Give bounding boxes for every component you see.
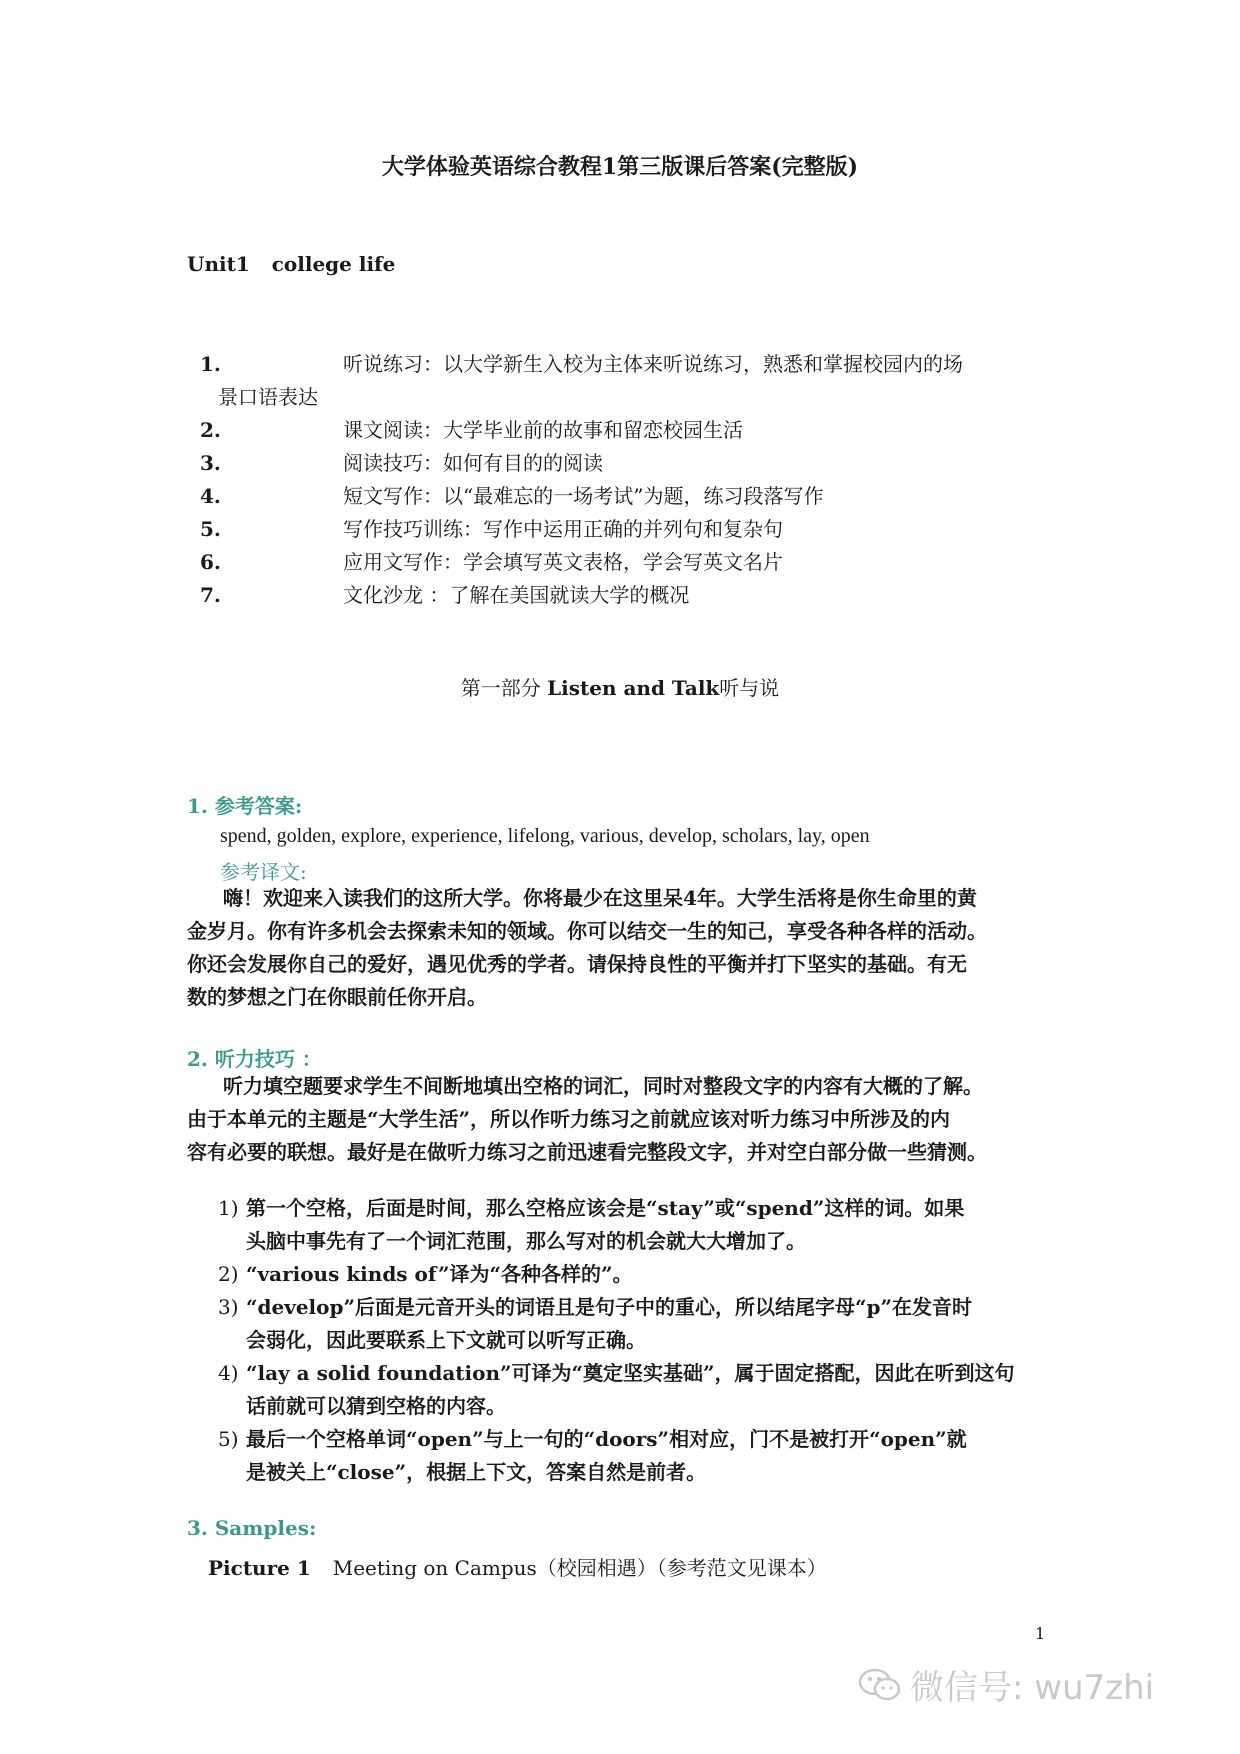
objectives-list	[200, 348, 1060, 612]
listening-intro: 听力填空题要求学生不间断地填出空格的词汇，同时对整段文字的内容有大概的了解。 由于本单元的主题是“大学生活”，所以作听力练习之前就应该对听力练习中所涉及的内 容有必要的联想。最好是在做听力练习之前迅速看完整段文字，并对空白部分做一些猜测。	[187, 1074, 987, 1164]
answer-list: spend, golden, explore, experience, lifelong, various, develop, scholars, lay, open	[220, 825, 870, 847]
section3-heading: 3. Samples:	[187, 1516, 317, 1540]
picture-caption: Picture 1 Meeting on Campus（校园相遇）（参考范文见课本）	[208, 1556, 827, 1580]
wechat-icon	[858, 1667, 902, 1703]
list-item: 1. 听说练习：以大学新生入校为主体来听说练习，熟悉和掌握校园内的场	[200, 352, 963, 376]
list-item: 3. 阅读技巧：如何有目的的阅读	[200, 451, 603, 475]
list-item: 6. 应用文写作：学会填写英文表格，学会写英文名片	[200, 550, 783, 574]
translation-paragraph: 嗨！欢迎来入读我们的这所大学。你将最少在这里呆4年。大学生活将是你生命里的黄 金岁月。你有许多机会去探索未知的领域。你可以结交一生的知己，享受各种各样的活动。 你还会发展你自己的爱好，遇见优秀的学者。请保持良性的平衡并打下坚实的基础。有无 数的梦想之门在你眼前任你开启。	[187, 886, 987, 1009]
list-item: 4. 短文写作：以“最难忘的一场考试”为题，练习段落写作	[200, 484, 824, 508]
list-item: 2. 课文阅读：大学毕业前的故事和留恋校园生活	[200, 418, 743, 442]
list-item: 3) “develop”后面是元音开头的词语且是句子中的重心，所以结尾字母“p”在发音时 会弱化，因此要联系上下文就可以听写正确。	[218, 1295, 972, 1352]
list-item-continuation: 景口语表达	[218, 385, 318, 409]
section2-heading: 2. 听力技巧 ：	[187, 1047, 322, 1071]
unit-number: Unit1	[187, 252, 250, 276]
listening-tips	[218, 1192, 1058, 1489]
page-number: 1	[1035, 1624, 1046, 1643]
page-title: 大学体验英语综合教程1第三版课后答案(完整版)	[381, 154, 859, 180]
unit-heading	[187, 252, 395, 276]
translation-heading: 参考译文:	[220, 860, 307, 884]
list-item: 7. 文化沙龙 ：了解在美国就读大学的概况	[200, 583, 690, 607]
section1-heading: 1. 参考答案:	[187, 794, 303, 818]
list-item: 1) 第一个空格，后面是时间，那么空格应该会是“stay”或“spend”这样的词。如果 头脑中事先有了一个词汇范围，那么写对的机会就大大增加了。	[218, 1196, 965, 1253]
watermark-text: 微信号: wu7zhi	[910, 1668, 1155, 1708]
list-item: 5) 最后一个空格单词“open”与上一句的“doors”相对应，门不是被打开“open”就 是被关上“close”，根据上下文，答案自然是前者。	[218, 1427, 967, 1484]
unit-name: college life	[271, 252, 396, 276]
list-item: 2) “various kinds of”译为“各种各样的”。	[218, 1262, 633, 1286]
list-item: 4) “lay a solid foundation”可译为“奠定坚实基础”，属于固定搭配，因此在听到这句 话前就可以猜到空格的内容。	[218, 1361, 1015, 1418]
list-item: 5. 写作技巧训练：写作中运用正确的并列句和复杂句	[200, 517, 783, 541]
part-heading: 第一部分 Listen and Talk听与说	[460, 676, 780, 700]
watermark	[858, 1660, 1154, 1709]
